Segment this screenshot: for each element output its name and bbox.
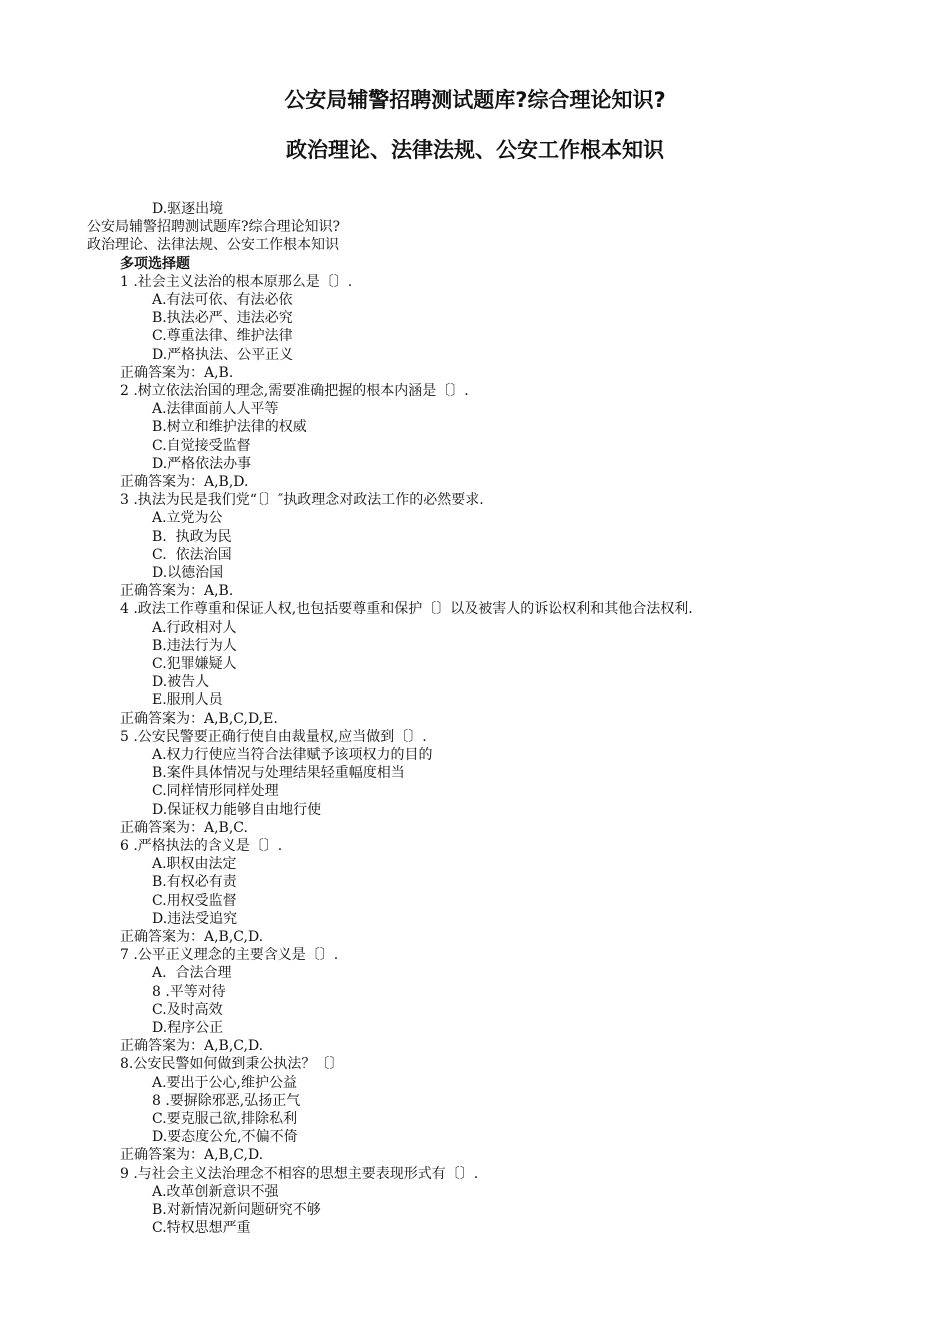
answer-option: B.案件具体情况与处理结果轻重幅度相当 <box>152 765 405 782</box>
answer-option: C.同样情形同样处理 <box>152 783 279 800</box>
answer-option: 8 .要摒除邪恶,弘扬正气 <box>152 1092 301 1109</box>
answer-option: A.要出于公心,维护公益 <box>152 1074 298 1091</box>
answer-option: B. 执政为民 <box>152 528 232 545</box>
answer-option: B.有权必有责 <box>152 874 237 891</box>
correct-answer: 正确答案为：A,B,C,D. <box>120 1147 264 1164</box>
correct-answer: 正确答案为：A,B,C,D,E. <box>120 710 278 727</box>
question-text: 9 .与社会主义法治理念不相容的思想主要表现形式有〔〕. <box>120 1165 479 1182</box>
correct-answer: 正确答案为：A,B,C. <box>120 819 248 836</box>
answer-option: A. 合法合理 <box>152 965 232 982</box>
answer-option: D.严格执法、公平正义 <box>152 346 294 363</box>
question-text: 8.公安民警如何做到秉公执法？〔〕 <box>120 1056 344 1073</box>
answer-option: C.特权思想严重 <box>152 1220 251 1237</box>
document-subtitle: 政治理论、法律法规、公安工作根本知识 <box>286 138 664 162</box>
document-title: 公安局辅警招聘测试题库?综合理论知识? <box>284 88 666 112</box>
answer-option: A.改革创新意识不强 <box>152 1183 279 1200</box>
question-text: 7 .公平正义理念的主要含义是〔〕. <box>120 947 339 964</box>
answer-option: A.法律面前人人平等 <box>152 401 279 418</box>
answer-option: D.保证权力能够自由地行使 <box>152 801 322 818</box>
answer-option: D.要态度公允,不偏不倚 <box>152 1129 298 1146</box>
answer-option: A.权力行使应当符合法律赋予该项权力的目的 <box>152 747 433 763</box>
answer-option: C. 依法治国 <box>152 546 232 563</box>
question-text: 1 .社会主义法治的根本原那么是〔〕. <box>120 273 353 290</box>
question-text: 5 .公安民警要正确行使自由裁量权,应当做到〔〕. <box>120 728 427 745</box>
correct-answer: 正确答案为：A,B. <box>120 583 234 600</box>
answer-option: B.对新情况新问题研究不够 <box>152 1202 321 1218</box>
answer-option: B.树立和维护法律的权威 <box>152 419 307 436</box>
answer-option: C.要克服己欲,排除私利 <box>152 1111 298 1127</box>
answer-option: D.程序公正 <box>152 1020 224 1036</box>
answer-option: D.严格依法办事 <box>152 455 252 472</box>
answer-option: E.服刑人员 <box>152 692 223 709</box>
answer-option: A.职权由法定 <box>152 856 237 873</box>
answer-option: C.及时高效 <box>152 1001 223 1018</box>
correct-answer: 正确答案为：A,B,D. <box>120 474 249 490</box>
question-text: 3 .执法为民是我们党“〔〕″执政理念对政法工作的必然要求. <box>120 492 484 509</box>
answer-option: C.自觉接受监督 <box>152 437 251 454</box>
answer-option: D.被告人 <box>152 674 210 691</box>
document-heading: 政治理论、法律法规、公安工作根本知识 <box>87 237 339 254</box>
question-text: 6 .严格执法的含义是〔〕. <box>120 838 283 854</box>
answer-option: A.行政相对人 <box>152 619 237 636</box>
section-heading: 多项选择题 <box>120 255 190 272</box>
answer-option: C.用权受监督 <box>152 892 237 909</box>
answer-option: C.尊重法律、维护法律 <box>152 328 293 345</box>
answer-option: B.违法行为人 <box>152 637 237 654</box>
answer-option: D.以德治国 <box>152 565 224 581</box>
answer-option: 8 .平等对待 <box>152 983 226 1000</box>
answer-option: A.有法可依、有法必依 <box>152 292 293 308</box>
question-text: 2 .树立依法治国的理念,需要准确把握的根本内涵是〔〕. <box>120 383 469 399</box>
document-heading: 公安局辅警招聘测试题库?综合理论知识? <box>87 219 341 236</box>
correct-answer: 正确答案为：A,B. <box>120 364 234 381</box>
answer-option: C.犯罪嫌疑人 <box>152 656 237 672</box>
answer-option: B.执法必严、违法必究 <box>152 310 293 327</box>
question-text: 4 .政法工作尊重和保证人权,也包括要尊重和保护〔〕以及被害人的诉讼权利和其他合法权利. <box>120 601 693 618</box>
answer-option: D.驱逐出境 <box>152 201 224 217</box>
correct-answer: 正确答案为：A,B,C,D. <box>120 1038 264 1055</box>
correct-answer: 正确答案为：A,B,C,D. <box>120 929 264 945</box>
answer-option: A.立党为公 <box>152 510 223 527</box>
answer-option: D.违法受追究 <box>152 910 238 927</box>
